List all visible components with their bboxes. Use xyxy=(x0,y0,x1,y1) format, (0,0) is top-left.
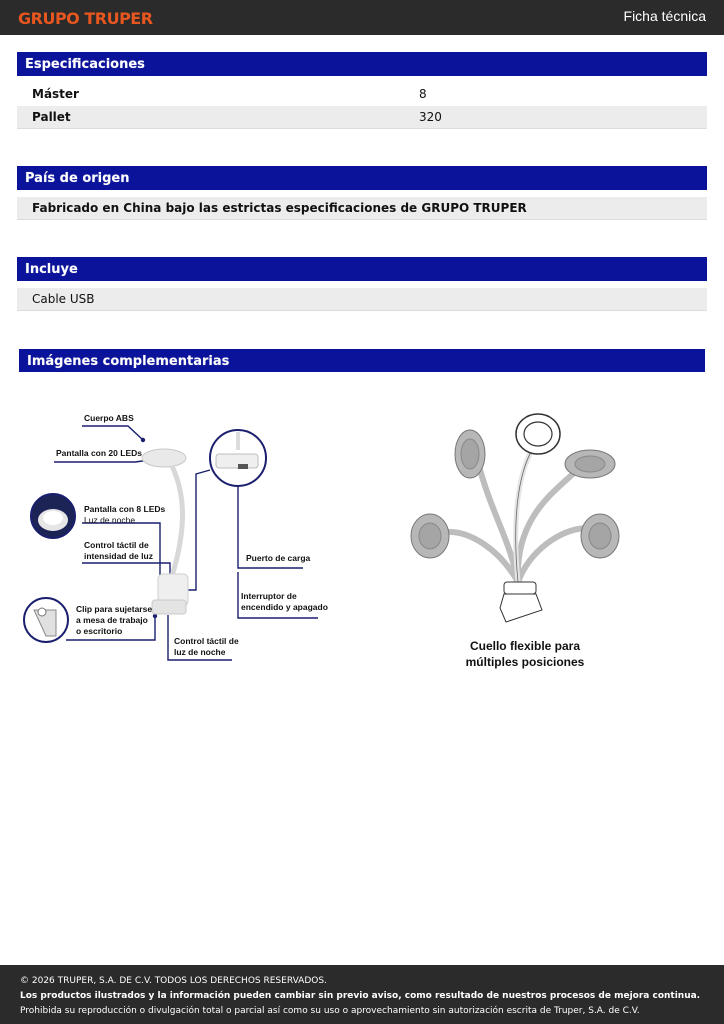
document-type: Ficha técnica xyxy=(623,8,706,24)
spec-value: 8 xyxy=(419,87,427,101)
brand-logo: GRUPO TRUPER xyxy=(18,9,153,28)
callout-clip: Clip para sujetarse a mesa de trabajo o escritorio xyxy=(76,604,153,636)
spec-value: 320 xyxy=(419,110,442,124)
includes-row xyxy=(17,288,707,311)
callout-cuerpo: Cuerpo ABS xyxy=(84,413,134,423)
footer xyxy=(0,965,724,1024)
flexible-neck-caption: Cuello flexible para múltiples posiciones xyxy=(465,639,585,669)
callout-control-intensidad: Control táctil de intensidad de luz xyxy=(84,540,153,561)
footer-copyright: © 2026 TRUPER, S.A. DE C.V. TODOS LOS DERECHOS RESERVADOS. xyxy=(20,976,327,986)
lamp-features-figure xyxy=(0,380,360,680)
flexible-neck-illustration xyxy=(400,400,640,630)
origin-row xyxy=(17,197,707,220)
spec-row-pallet xyxy=(17,106,707,129)
footer-prohibition: Prohibida su reproducción o divulgación total o parcial así como su uso o aprovechamiento sin autorización escrita de Truper, S.A. de C.V. xyxy=(20,1006,640,1016)
lamp-diagram-illustration xyxy=(0,380,360,680)
callout-control-noche: Control táctil de luz de noche xyxy=(174,636,239,657)
spec-label: Pallet xyxy=(32,110,71,124)
section-header-especificaciones: Especificaciones xyxy=(17,52,707,76)
spec-row-master xyxy=(17,83,707,106)
callout-pantalla-8: Pantalla con 8 LEDs Luz de noche xyxy=(84,504,166,525)
origin-text: Fabricado en China bajo las estrictas especificaciones de GRUPO TRUPER xyxy=(32,201,527,215)
section-header-incluye: Incluye xyxy=(17,257,707,281)
top-bar xyxy=(0,0,724,35)
spec-label: Máster xyxy=(32,87,79,101)
includes-text: Cable USB xyxy=(32,292,95,306)
section-header-pais: País de origen xyxy=(17,166,707,190)
section-header-imagenes: Imágenes complementarias xyxy=(19,349,705,372)
callout-pantalla-20: Pantalla con 20 LEDs xyxy=(56,448,142,458)
callout-interruptor: Interruptor de encendido y apagado xyxy=(241,591,328,612)
footer-notice: Los productos ilustrados y la información pueden cambiar sin previo aviso, como resultado de nuestros procesos de mejora continua. xyxy=(20,991,701,1001)
callout-puerto: Puerto de carga xyxy=(246,553,311,563)
flexible-neck-figure xyxy=(400,400,640,680)
